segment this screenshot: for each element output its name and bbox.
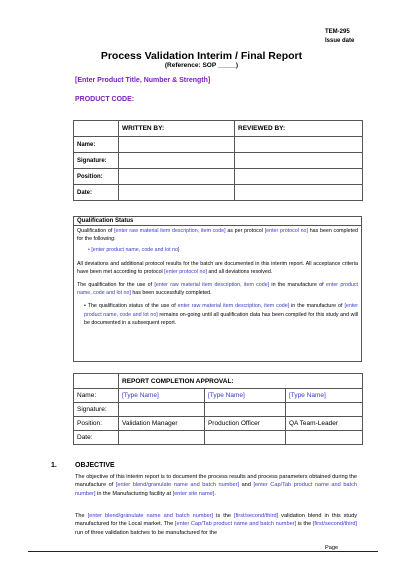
qualification-paragraph-1: Qualification of [enter raw material item description, item code] as per protocol [enter protocol no] has been completed for the following: <box>77 228 358 243</box>
written-by-header: WRITTEN BY: <box>119 121 235 137</box>
approval-table <box>73 373 363 445</box>
approval-signature-label: Signature: <box>74 403 119 417</box>
qualification-heading: Qualification Status <box>74 217 361 226</box>
qualification-bullet: • [enter product name, code and lot no] <box>88 247 180 254</box>
objective-paragraph-2: The [enter blend/granulate name and batch number] is the [first/second/third] validation blend in this study manufactured for the Local market. The [enter Cap/Tab product name and batch number] is the [first/second/third] run of three validation batches to be manufactured for the <box>75 513 357 536</box>
page-label: Page <box>325 545 339 551</box>
written-name-cell[interactable] <box>119 137 235 153</box>
issue-date-label: Issue date <box>325 38 355 44</box>
reviewed-position-cell[interactable] <box>235 169 363 185</box>
written-date-cell[interactable] <box>119 185 235 201</box>
approval-name-label: Name: <box>74 389 119 403</box>
position-label: Position: <box>74 169 119 185</box>
objective-paragraph-1: The objective of this interim report is to document the process results and process parameters obtained during the manufacture of [enter blend/granulate name and batch number] and [enter Cap/Tab product name and batch number] in the Manufacturing facility at [enter site name]. <box>75 474 358 497</box>
approval-date-label: Date: <box>74 431 119 445</box>
qualification-status-box <box>73 216 362 362</box>
reviewed-name-cell[interactable] <box>235 137 363 153</box>
approval-position-label: Position: <box>74 417 119 431</box>
written-signature-cell[interactable] <box>119 153 235 169</box>
signature-cell-1[interactable] <box>119 403 205 417</box>
signature-label: Signature: <box>74 153 119 169</box>
position-production-officer: Production Officer <box>204 417 285 431</box>
corner-cell <box>74 121 119 137</box>
approval-heading: REPORT COMPLETION APPROVAL: <box>119 374 363 389</box>
position-qa-team-leader: QA Team-Leader <box>285 417 362 431</box>
approval-corner-cell <box>74 374 119 389</box>
reviewed-date-cell[interactable] <box>235 185 363 201</box>
section-number: 1. <box>51 462 57 469</box>
reviewed-signature-cell[interactable] <box>235 153 363 169</box>
date-cell-1[interactable] <box>119 431 205 445</box>
date-cell-2[interactable] <box>204 431 285 445</box>
footer-divider <box>28 551 378 552</box>
type-name-field-1[interactable]: [Type Name] <box>119 389 205 403</box>
qualification-paragraph-4: • The qualification status of the use of enter raw material item description, item code] in the manufacture of [enter product name, code and lot no] remains on-going until all qualification data has been compiled for this study and will be documented in a subsequent report. <box>84 303 358 326</box>
type-name-field-2[interactable]: [Type Name] <box>204 389 285 403</box>
reviewed-by-header: REVIEWED BY: <box>235 121 363 137</box>
signature-cell-3[interactable] <box>285 403 362 417</box>
qualification-paragraph-3: The qualification for the use of [enter raw material item description, item code] in the manufacture of enter product name, code and lot no] has been successfully completed. <box>77 282 358 297</box>
written-position-cell[interactable] <box>119 169 235 185</box>
qualification-paragraph-2: All deviations and additional protocol results for the batch are documented in this interim report. All acceptance criteria have been met according to protocol [enter protocol no] and all deviations resolved. <box>77 260 358 275</box>
section-title-objective: OBJECTIVE <box>75 462 115 469</box>
name-label: Name: <box>74 137 119 153</box>
signature-cell-2[interactable] <box>204 403 285 417</box>
date-cell-3[interactable] <box>285 431 362 445</box>
position-validation-manager: Validation Manager <box>119 417 205 431</box>
page-title: Process Validation Interim / Final Report <box>100 50 303 62</box>
product-title-placeholder[interactable]: [Enter Product Title, Number & Strength] <box>75 77 211 84</box>
type-name-field-3[interactable]: [Type Name] <box>285 389 362 403</box>
date-label: Date: <box>74 185 119 201</box>
document-code: TEM-295 <box>325 29 350 35</box>
signoff-table <box>73 120 363 201</box>
reference-line: (Reference: SOP _____) <box>164 62 239 69</box>
product-code-label: PRODUCT CODE: <box>75 96 135 103</box>
